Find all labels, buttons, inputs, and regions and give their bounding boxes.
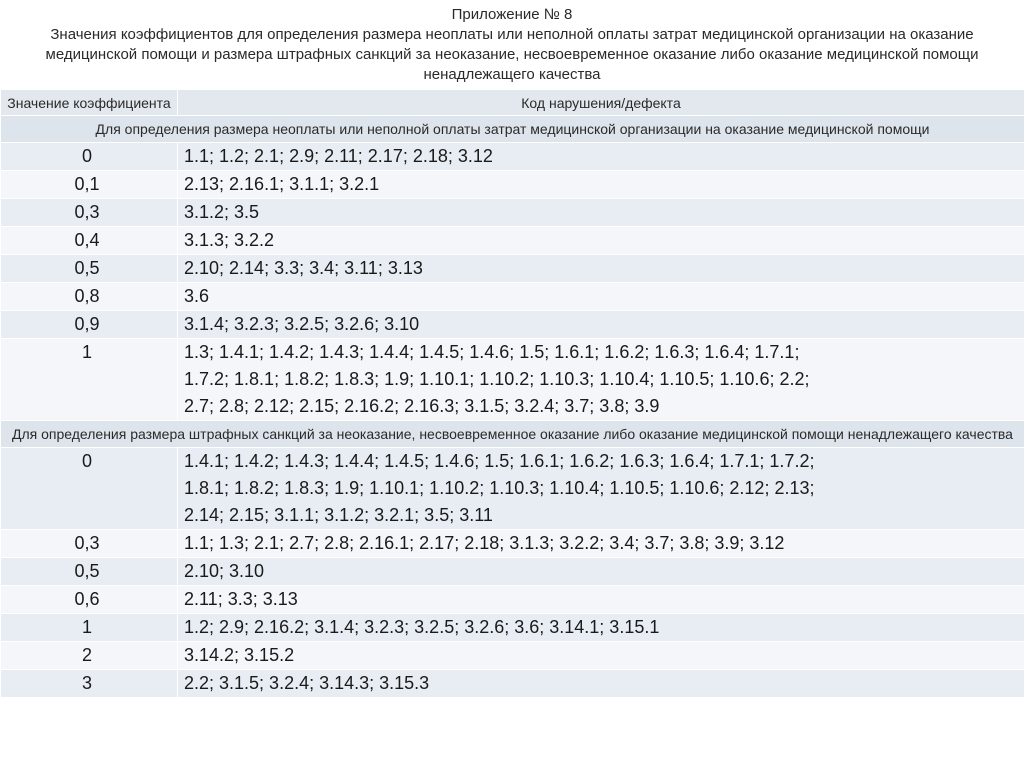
table-body	[1, 90, 1024, 698]
violation-codes: 2.10; 3.10	[178, 558, 1024, 586]
coefficient-value: 0,8	[1, 283, 178, 311]
coefficient-value: 0	[1, 143, 178, 171]
column-header-code: Код нарушения/дефекта	[178, 90, 1024, 116]
coefficient-value: 0,5	[1, 558, 178, 586]
coefficient-value: 1	[1, 339, 178, 421]
table-row	[1, 642, 1024, 670]
appendix-title: Приложение № 8	[451, 6, 573, 23]
coefficient-value: 2	[1, 642, 178, 670]
table-row	[1, 448, 1024, 530]
coefficient-value: 0,9	[1, 311, 178, 339]
table-row	[1, 227, 1024, 255]
violation-codes: 1.1; 1.3; 2.1; 2.7; 2.8; 2.16.1; 2.17; 2.18; 3.1.3; 3.2.2; 3.4; 3.7; 3.8; 3.9; 3.12	[178, 530, 1024, 558]
section-row	[1, 116, 1024, 143]
violation-codes: 2.11; 3.3; 3.13	[178, 586, 1024, 614]
coefficient-value: 0,5	[1, 255, 178, 283]
coefficient-value: 0,4	[1, 227, 178, 255]
violation-codes: 1.3; 1.4.1; 1.4.2; 1.4.3; 1.4.4; 1.4.5; 1.4.6; 1.5; 1.6.1; 1.6.2; 1.6.3; 1.6.4; 1.7.1; 1.7.2; 1.8.1; 1.8.2; 1.8.3; 1.9; 1.10.1; 1.10.2; 1.10.3; 1.10.4; 1.10.5; 1.10.6; 2.2; 2.7; 2.8; 2.12; 2.15; 2.16.2; 2.16.3; 3.1.5; 3.2.4; 3.7; 3.8; 3.9	[178, 339, 1024, 421]
violation-codes: 2.2; 3.1.5; 3.2.4; 3.14.3; 3.15.3	[178, 670, 1024, 698]
violation-codes: 3.1.4; 3.2.3; 3.2.5; 3.2.6; 3.10	[178, 311, 1024, 339]
violation-codes: 3.6	[178, 283, 1024, 311]
table-row	[1, 199, 1024, 227]
violation-codes: 2.13; 2.16.1; 3.1.1; 3.2.1	[178, 171, 1024, 199]
coefficient-value: 0,6	[1, 586, 178, 614]
coefficient-value: 0	[1, 448, 178, 530]
violation-codes: 2.10; 2.14; 3.3; 3.4; 3.11; 3.13	[178, 255, 1024, 283]
violation-codes: 1.1; 1.2; 2.1; 2.9; 2.11; 2.17; 2.18; 3.12	[178, 143, 1024, 171]
table-row	[1, 339, 1024, 421]
coefficient-value: 0,1	[1, 171, 178, 199]
violation-codes: 3.1.2; 3.5	[178, 199, 1024, 227]
section-title-underpayment: Для определения размера неоплаты или неполной оплаты затрат медицинской организации на оказание медицинской помощи	[1, 116, 1024, 143]
slide-header	[0, 0, 1024, 89]
column-header-coefficient: Значение коэффициента	[1, 90, 178, 116]
violation-codes: 3.1.3; 3.2.2	[178, 227, 1024, 255]
table-row	[1, 670, 1024, 698]
table-row	[1, 530, 1024, 558]
section-row	[1, 421, 1024, 448]
section-title-penalties: Для определения размера штрафных санкций за неоказание, несвоевременное оказание либо оказание медицинской помощи ненадлежащего качества	[1, 421, 1024, 448]
coefficient-value: 1	[1, 614, 178, 642]
coefficients-table	[0, 89, 1024, 698]
violation-codes: 3.14.2; 3.15.2	[178, 642, 1024, 670]
coefficient-value: 0,3	[1, 199, 178, 227]
violation-codes: 1.2; 2.9; 2.16.2; 3.1.4; 3.2.3; 3.2.5; 3.2.6; 3.6; 3.14.1; 3.15.1	[178, 614, 1024, 642]
table-row	[1, 171, 1024, 199]
table-row	[1, 614, 1024, 642]
table-row	[1, 283, 1024, 311]
coefficient-value: 0,3	[1, 530, 178, 558]
table-row	[1, 311, 1024, 339]
violation-codes: 1.4.1; 1.4.2; 1.4.3; 1.4.4; 1.4.5; 1.4.6; 1.5; 1.6.1; 1.6.2; 1.6.3; 1.6.4; 1.7.1; 1.7.2; 1.8.1; 1.8.2; 1.8.3; 1.9; 1.10.1; 1.10.2; 1.10.3; 1.10.4; 1.10.5; 1.10.6; 2.12; 2.13; 2.14; 2.15; 3.1.1; 3.1.2; 3.2.1; 3.5; 3.11	[178, 448, 1024, 530]
table-row	[1, 255, 1024, 283]
table-row	[1, 586, 1024, 614]
column-header-row	[1, 90, 1024, 116]
coefficient-value: 3	[1, 670, 178, 698]
table-row	[1, 143, 1024, 171]
appendix-subtitle: Значения коэффициентов для определения размера неоплаты или неполной оплаты затрат медицинской организации на оказание медицинской помощи и размера штрафных санкций за неоказание, несвоевременное оказание либо оказание медицинской помощи ненадлежащего качества	[45, 26, 979, 83]
table-row	[1, 558, 1024, 586]
